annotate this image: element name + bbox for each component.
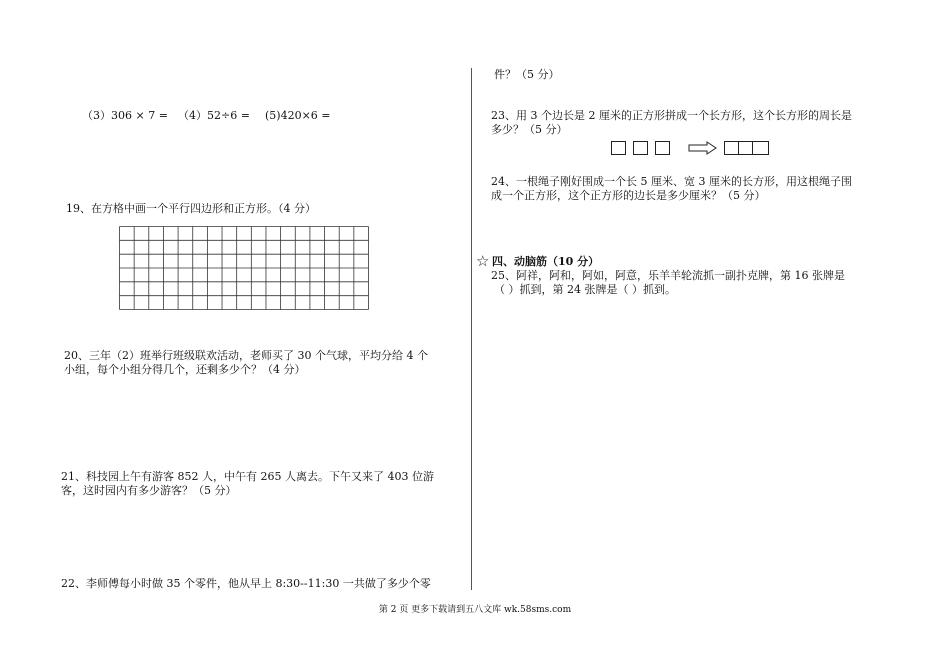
question-22: 22、李师傅每小时做 35 个零件，他从早上 8:30--11:30 一共做了多少个零 (61, 577, 431, 590)
rect-part-1 (724, 141, 739, 155)
question-24-line-1: 24、一根绳子刚好围成一个长 5 厘米、宽 3 厘米的长方形，用这根绳子围 (491, 175, 852, 188)
question-19: 19、在方格中画一个平行四边形和正方形。（4 分） (66, 202, 316, 215)
calc-item-4: （4）52÷6 = (178, 109, 250, 122)
section-4-title: 四、动脑筋（10 分） (492, 255, 600, 268)
drawing-grid (119, 226, 369, 310)
square-2 (633, 141, 648, 155)
rect-part-3 (752, 141, 769, 155)
rect-part-2 (738, 141, 753, 155)
question-24-line-2: 成一个正方形，这个正方形的边长是多少厘米？（5 分） (491, 189, 766, 202)
question-20-line-1: 20、三年（2）班举行班级联欢活动，老师买了 30 个气球，平均分给 4 个 (64, 349, 428, 362)
question-20-line-2: 小组，每个小组分得几个，还剩多少个？（4 分） (64, 363, 306, 376)
question-22-continued: 件？（5 分） (494, 68, 560, 81)
grid-lines (119, 226, 369, 310)
page-footer: 第 2 页 更多下载请到五八文库 wk.58sms.com (378, 605, 572, 615)
question-21-line-1: 21、科技园上午有游客 852 人，中午有 265 人离去。下午又来了 403 位游 (61, 470, 434, 483)
calc-item-3: （3）306 × 7 = (82, 109, 168, 122)
square-3 (655, 141, 670, 155)
question-23-line-1: 23、用 3 个边长是 2 厘米的正方形拼成一个长方形，这个长方形的周长是 (491, 109, 852, 122)
column-divider (471, 68, 472, 590)
question-21-line-2: 客，这时园内有多少游客？（5 分） (61, 484, 237, 497)
question-25-line-1: 25、阿祥，阿和，阿如，阿意，乐羊羊轮流抓一副扑克牌，第 16 张牌是 (491, 269, 845, 282)
right-arrow-icon (688, 141, 718, 155)
square-1 (611, 141, 626, 155)
calc-item-5: (5)420×6 = (265, 109, 331, 122)
question-25-line-2: （ ）抓到，第 24 张牌是（ ）抓到。 (494, 283, 676, 296)
star-outline-icon: ☆ (476, 252, 490, 270)
question-23-line-2: 多少？（5 分） (491, 123, 568, 136)
